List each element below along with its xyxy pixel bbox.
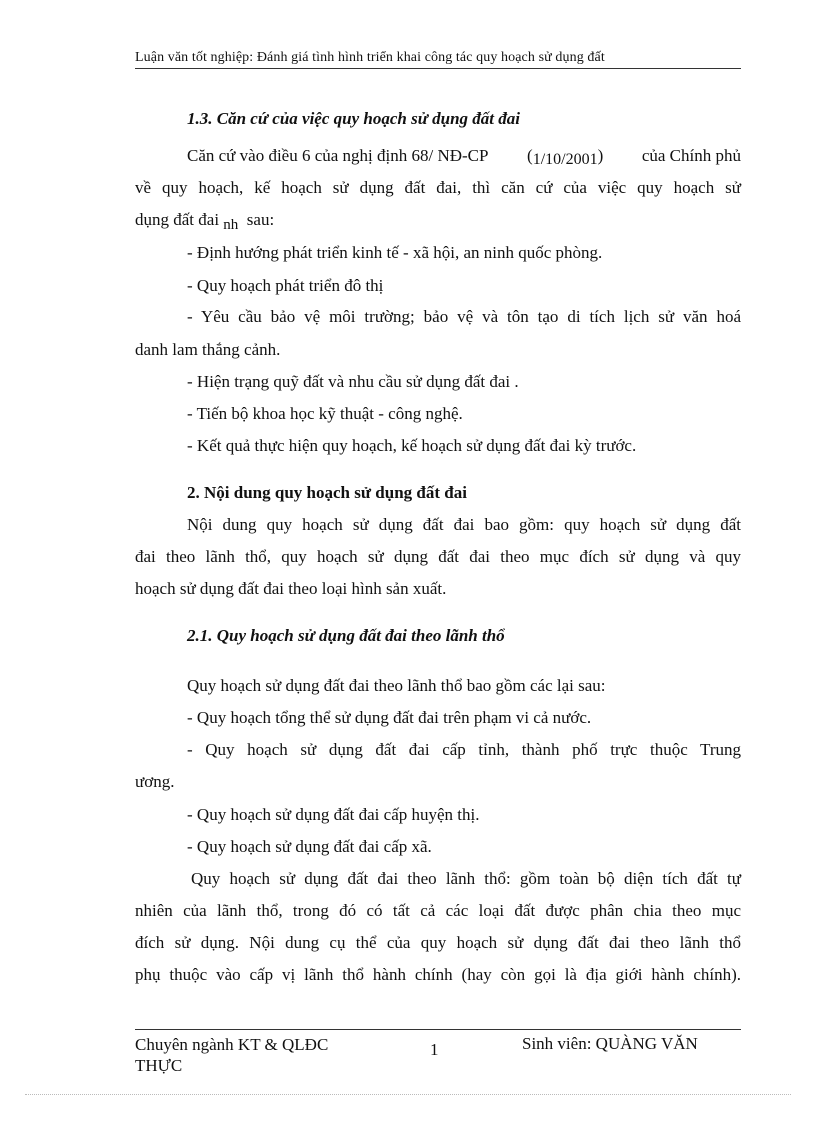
- bullet-2-1-2: ương.: [135, 772, 175, 791]
- intro-text-b: của Chính phủ: [641, 146, 741, 165]
- section-heading-2: 2. Nội dung quy hoạch sử dụng đất đai: [187, 483, 467, 502]
- bullet-2-1-3: - Quy hoạch sử dụng đất đai cấp huyện thị.: [187, 805, 480, 824]
- footer-major-line-2: THỰC: [135, 1056, 183, 1075]
- bullet-2-1-4: - Quy hoạch sử dụng đất đai cấp xã.: [187, 837, 432, 856]
- intro-line-1: [187, 146, 741, 166]
- bullet-1-3-2: - Yêu cầu bảo vệ môi trường; bảo vệ và tôn tạo di tích lịch sử văn hoá: [187, 307, 741, 326]
- page-number: 1: [430, 1040, 439, 1059]
- page-bottom-dotted-line: [25, 1094, 791, 1095]
- section-2-1-para-0: Quy hoạch sử dụng đất đai theo lãnh thổ: gồm toàn bộ diện tích đất tự: [191, 869, 741, 888]
- footer-major-line-1: Chuyên ngành KT & QLĐC: [135, 1035, 329, 1054]
- intro-line-2: về quy hoạch, kế hoạch sử dụng đất đai, thì căn cứ của việc quy hoạch sử: [135, 178, 741, 197]
- bullet-2-1-0: - Quy hoạch tổng thể sử dụng đất đai trên phạm vi cả nước.: [187, 708, 592, 727]
- footer-major: [135, 1034, 328, 1076]
- bullet-1-3-1: - Quy hoạch phát triển đô thị: [187, 276, 384, 295]
- intro-line-3: [135, 210, 275, 233]
- section-2-1-para-2: đích sử dụng. Nội dung cụ thể của quy hoạch sử dụng đất đai theo lãnh thổ: [135, 933, 741, 952]
- bullet-1-3-3: danh lam thắng cảnh.: [135, 340, 281, 359]
- intro-line-3-b: sau:: [246, 210, 275, 229]
- bullet-1-3-5: - Tiến bộ khoa học kỹ thuật - công nghệ.: [187, 404, 463, 423]
- section-heading-2-1: 2.1. Quy hoạch sử dụng đất đai theo lãnh thổ: [187, 626, 505, 645]
- section-2-1-intro: Quy hoạch sử dụng đất đai theo lãnh thổ bao gồm các lại sau:: [187, 676, 606, 695]
- bullet-1-3-6: - Kết quả thực hiện quy hoạch, kế hoạch sử dụng đất đai kỳ trước.: [187, 436, 637, 455]
- intro-line-3-a: dụng đất đai: [135, 210, 220, 229]
- intro-line-3-sub: nh: [223, 217, 239, 233]
- bullet-1-3-4: - Hiện trạng quỹ đất và nhu cầu sử dụng đất đai .: [187, 372, 519, 391]
- section-heading-1-3: 1.3. Căn cứ của việc quy hoạch sử dụng đất đai: [187, 109, 520, 128]
- running-header: Luận văn tốt nghiệp: Đánh giá tình hình triển khai công tác quy hoạch sử dụng đất: [135, 50, 741, 69]
- intro-text-a: Căn cứ vào điều 6 của nghị định 68/ NĐ-CP: [187, 146, 489, 165]
- bullet-1-3-0: - Định hướng phát triển kinh tế - xã hội, an ninh quốc phòng.: [187, 243, 603, 262]
- footer-divider: [135, 1029, 741, 1030]
- section-2-para-2: hoạch sử dụng đất đai theo loại hình sản xuất.: [135, 579, 447, 598]
- intro-date: 1/10/2001: [532, 151, 598, 168]
- section-2-1-para-3: phụ thuộc vào cấp vị lãnh thổ hành chính (hay còn gọi là địa giới hành chính).: [135, 965, 741, 984]
- footer-student: Sinh viên: QUÀNG VĂN: [522, 1034, 698, 1053]
- section-2-para-1: đai theo lãnh thổ, quy hoạch sử dụng đất đai theo mục đích sử dụng và quy: [135, 547, 741, 566]
- intro-date-group: (1/10/2001): [527, 146, 604, 168]
- section-2-1-para-1: nhiên của lãnh thổ, trong đó có tất cả các loại đất được phân chia theo mục: [135, 901, 741, 920]
- section-2-para-0: Nội dung quy hoạch sử dụng đất đai bao gồm: quy hoạch sử dụng đất: [187, 515, 741, 534]
- bullet-2-1-1: - Quy hoạch sử dụng đất đai cấp tỉnh, thành phố trực thuộc Trung: [187, 740, 741, 759]
